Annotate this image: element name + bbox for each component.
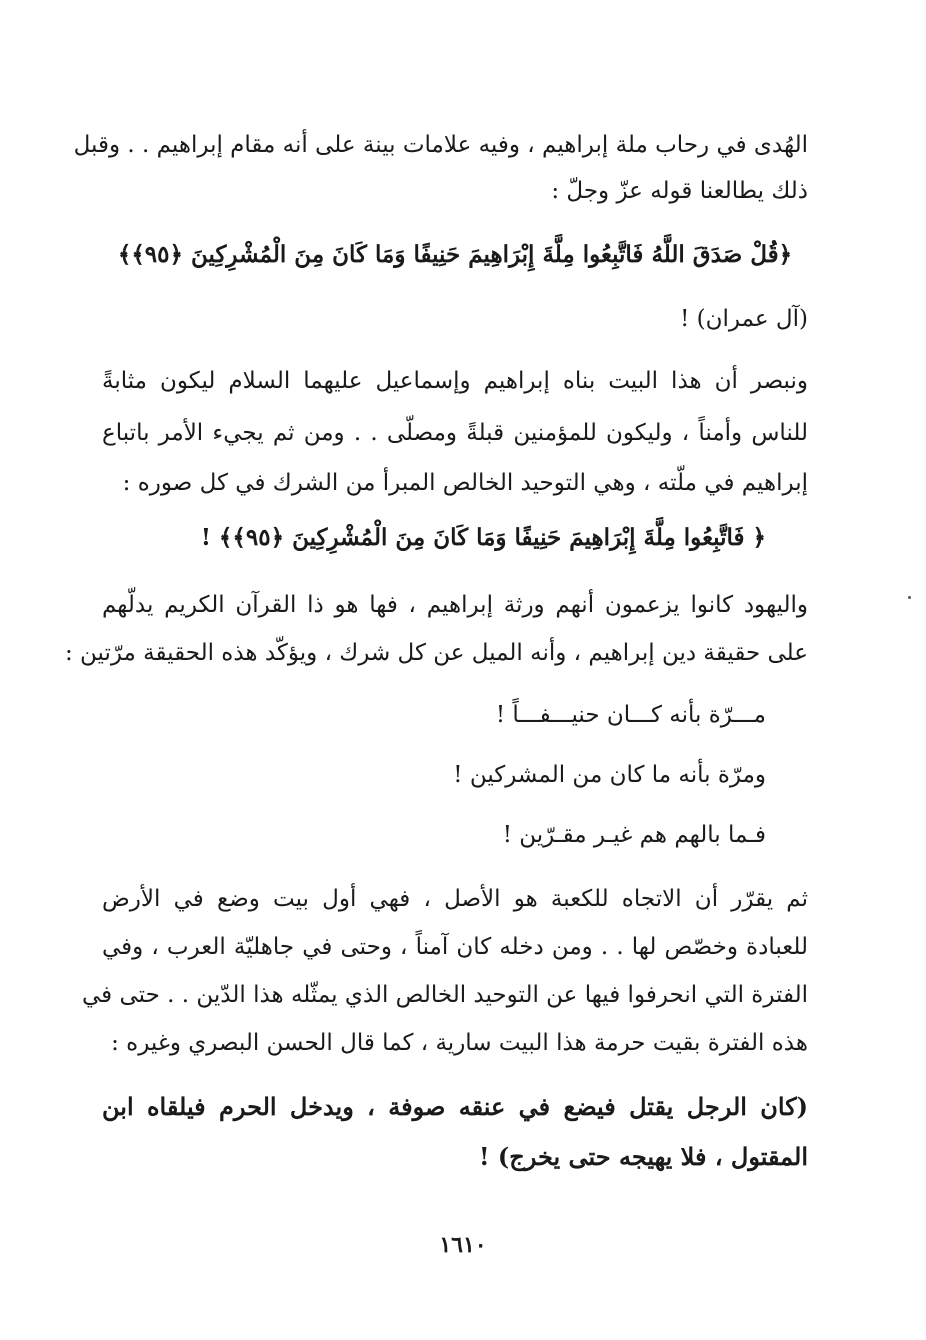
paragraph-4-line-4: هذه الفترة بقيت حرمة هذا البيت سارية ، كما قال الحسن البصري وغيره : <box>111 1030 808 1056</box>
paragraph-2-line-3: إبراهيم في ملّته ، وهي التوحيد الخالص المبرأ من الشرك في كل صوره : <box>122 470 808 496</box>
verse-1-source: (آل عمران) ! <box>680 306 808 332</box>
margin-mark <box>908 596 911 599</box>
paragraph-3-line-2: على حقيقة دين إبراهيم ، وأنه الميل عن كل شرك ، ويؤكّد هذه الحقيقة مرّتين : <box>64 640 808 666</box>
quote-line-1: (كان الرجل يقتل فيضع في عنقه صوفة ، ويدخل الحرم فيلقاه ابن <box>102 1092 808 1121</box>
paragraph-4-line-2: للعبادة وخصّص لها . . ومن دخله كان آمناً ، وحتى في جاهليّة العرب ، وفي <box>102 934 808 960</box>
verse-1: ﴿قُلْ صَدَقَ اللَّهُ فَاتَّبِعُوا مِلَّةَ إِبْرَاهِيمَ حَنِيفًا وَمَا كَانَ مِنَ الْمُشْرِكِينَ ﴿٩٥﴾﴾ <box>117 241 793 268</box>
paragraph-1-line-2: ذلك يطالعنا قوله عزّ وجلّ : <box>551 178 808 204</box>
quote-line-2: المقتول ، فلا يهيجه حتى يخرج) ! <box>479 1142 808 1171</box>
paragraph-2-line-2: للناس وأمناً ، وليكون للمؤمنين قبلةً ومصلّى . . ومن ثم يجيء الأمر باتباع <box>102 420 808 446</box>
paragraph-1-line-1: الهُدى في رحاب ملة إبراهيم ، وفيه علامات بينة على أنه مقام إبراهيم . . وقبل <box>73 132 808 158</box>
paragraph-3-line-1: واليهود كانوا يزعمون أنهم ورثة إبراهيم ، فها هو ذا القرآن الكريم يدلّهم <box>102 592 808 618</box>
poem-line-2: ومرّة بأنه ما كان من المشركين ! <box>453 762 766 788</box>
verse-2: ﴿ فَاتَّبِعُوا مِلَّةَ إِبْرَاهِيمَ حَنِيفًا وَمَا كَانَ مِنَ الْمُشْرِكِينَ ﴿٩٥﴾﴾ ! <box>200 524 766 551</box>
page-number: ١٦١٠ <box>439 1232 487 1258</box>
poem-line-1: مـــرّة بأنه كـــان حنيـــفـــاً ! <box>495 702 766 728</box>
paragraph-4-line-1: ثم يقرّر أن الاتجاه للكعبة هو الأصل ، فهي أول بيت وضع في الأرض <box>102 886 808 912</box>
paragraph-4-line-3: الفترة التي انحرفوا فيها عن التوحيد الخالص الذي يمثّله هذا الدّين . . حتى في <box>82 982 808 1008</box>
paragraph-2-line-1: ونبصر أن هذا البيت بناه إبراهيم وإسماعيل عليهما السلام ليكون مثابةً <box>102 368 808 394</box>
poem-line-3: فـما بالهم هم غيـر مقـرّين ! <box>502 822 766 848</box>
